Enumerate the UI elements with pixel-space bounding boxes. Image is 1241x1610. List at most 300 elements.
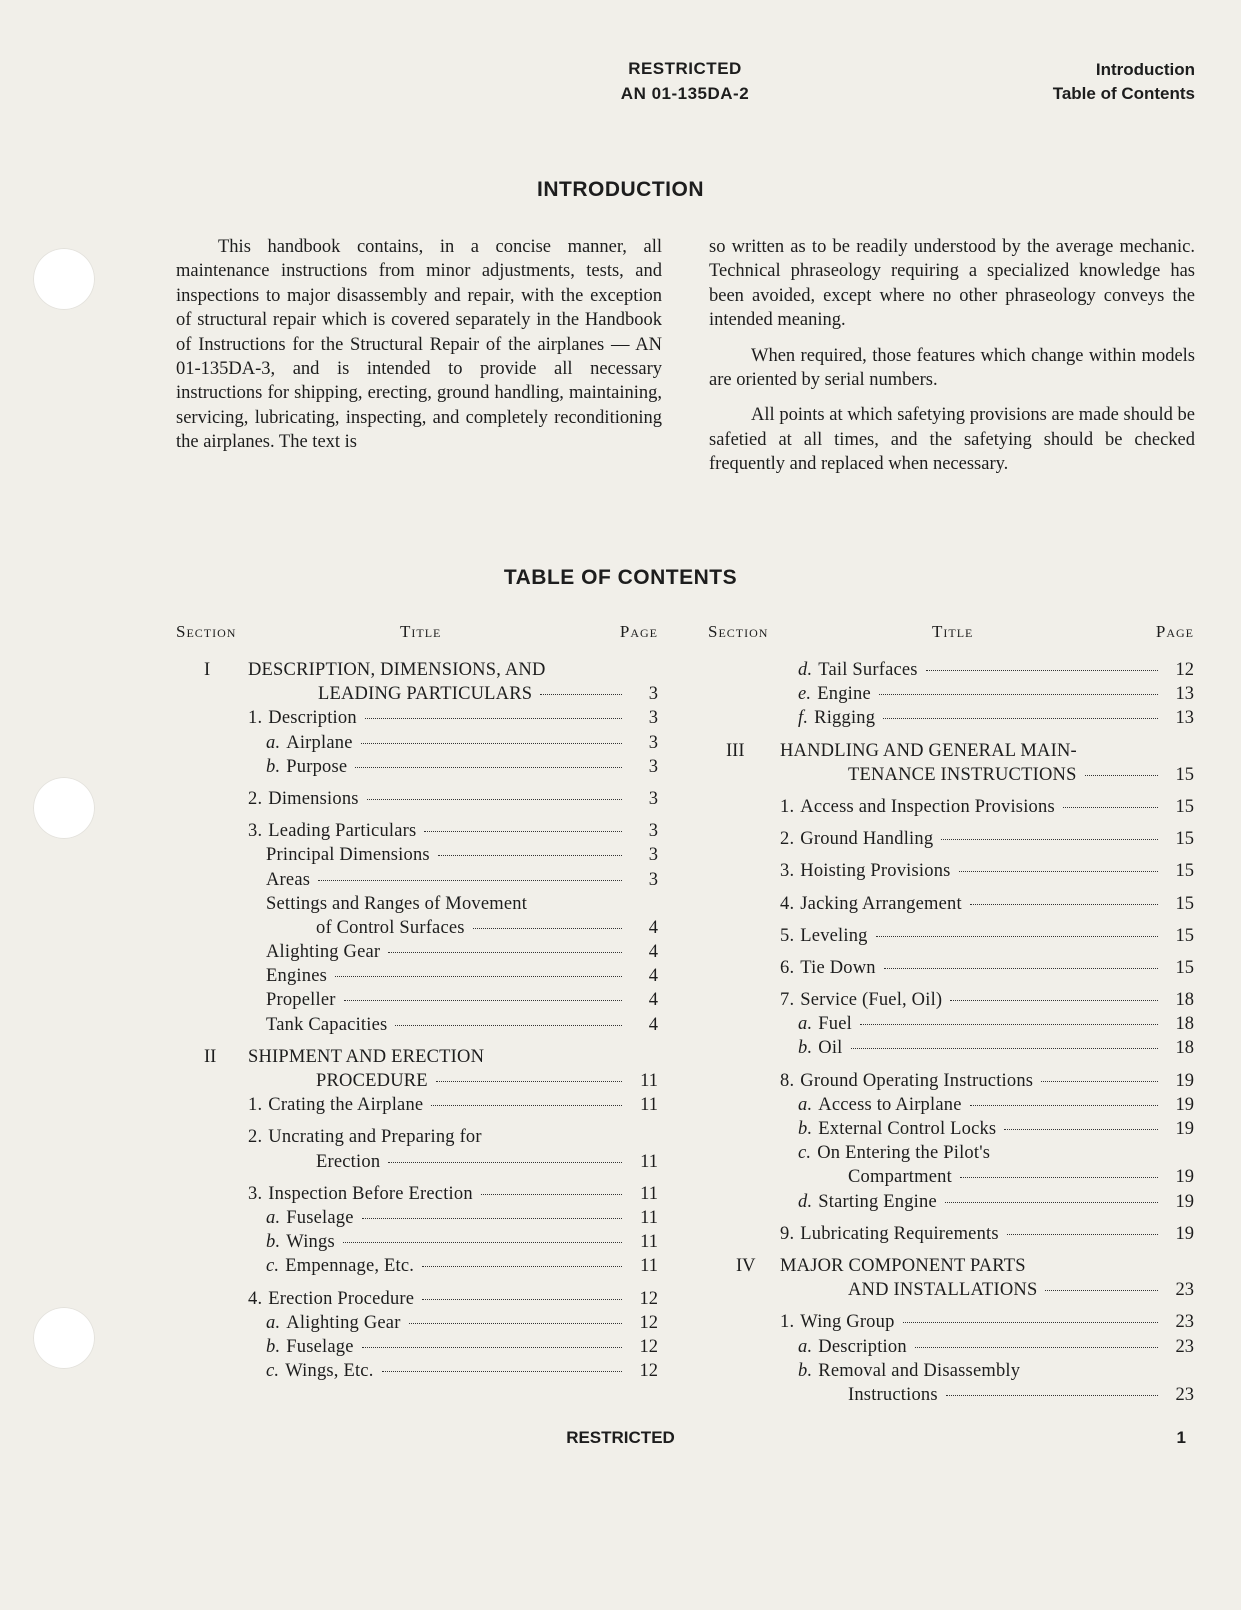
toc-page-number: 23 [1175, 1384, 1194, 1405]
toc-entry-number: 9. [780, 1223, 795, 1244]
toc-left-column [176, 622, 658, 1412]
toc-entry-number: 2. [248, 1127, 263, 1148]
toc-entry [708, 1278, 1194, 1302]
toc-entry-label: Engine [817, 684, 871, 705]
header-classification: RESTRICTED [628, 59, 742, 78]
toc-entry-number: d. [798, 1191, 813, 1212]
toc-entry-label: Tie Down [800, 957, 876, 978]
toc-entry-number: b. [266, 756, 281, 777]
toc-leader-dots [318, 880, 622, 881]
toc-page-number: 11 [640, 1232, 658, 1253]
toc-leader-dots [424, 831, 622, 832]
toc-entry-number: e. [798, 684, 812, 705]
toc-entry-number: 8. [780, 1070, 795, 1091]
toc-entry-label: On Entering the Pilot's [817, 1143, 991, 1164]
toc-entry-label: Ground Operating Instructions [800, 1070, 1034, 1091]
toc-entry [176, 843, 658, 867]
toc-entry-label: Leading Particulars [268, 821, 417, 842]
toc-page-number: 11 [640, 1207, 658, 1228]
toc-leader-dots [343, 1242, 622, 1243]
toc-page-number: 4 [648, 917, 658, 938]
toc-leader-dots [335, 976, 622, 977]
toc-entry-number: b. [798, 1119, 813, 1139]
header-doc-number: AN 01-135DA-2 [620, 84, 750, 103]
toc-leader-dots [395, 1025, 622, 1026]
toc-leader-dots [1007, 1234, 1158, 1235]
toc-entry-title [798, 1359, 1020, 1383]
toc-page-number: 12 [639, 1288, 658, 1309]
toc-entry [708, 956, 1194, 980]
footer-classification: RESTRICTED [566, 1428, 675, 1447]
toc-entry-label: Hoisting Provisions [800, 861, 951, 882]
toc-entry-label: Access and Inspection Provisions [800, 796, 1055, 817]
toc-leader-dots [941, 839, 1158, 840]
toc-page-number: 15 [1175, 893, 1194, 914]
toc-entry-label: Areas [266, 869, 311, 890]
toc-col-section-header: Section [176, 622, 237, 641]
header-right [935, 58, 1195, 106]
toc-right-column [708, 622, 1194, 1412]
toc-entry-number: 2. [248, 788, 263, 809]
toc-leader-dots [1085, 775, 1158, 776]
toc-entry-label: Erection [316, 1151, 381, 1172]
toc-leader-dots [355, 767, 622, 768]
toc-entry-number: 3. [248, 1183, 263, 1204]
toc-entry-title [780, 956, 876, 980]
toc-entry-title [848, 1278, 1037, 1302]
toc-entry-number: 1. [248, 1095, 263, 1116]
toc-entry-label: Lubricating Requirements [800, 1223, 999, 1244]
toc-entry-label: Wing Group [800, 1312, 895, 1333]
toc-entry [708, 1069, 1194, 1093]
toc-page-number: 4 [648, 990, 658, 1011]
toc-page-number: 23 [1175, 1280, 1194, 1301]
toc-entry-title [848, 763, 1077, 787]
toc-page-number: 11 [640, 1183, 658, 1204]
toc-entry-title [780, 892, 962, 916]
toc-page-number: 3 [648, 708, 658, 729]
toc-entry-title [780, 1069, 1033, 1093]
toc-entry-title [248, 706, 357, 730]
toc-page-number: 13 [1175, 708, 1194, 729]
toc-entry-number: c. [266, 1361, 280, 1382]
toc-entry-label: Fuselage [286, 1336, 354, 1357]
introduction-paragraph: This handbook contains, in a concise manner, all maintenance instructions from minor adjustments, tests, and inspections to major disassembly and repair, with the exception of structural repair which is covered separately in the Handbook of Instructions for the Structural Repair of the airplanes — AN 01-135DA-3, and is intended to provide all necessary instructions for shipping, erecting, ground handling, maintaining, servicing, lubricating, inspecting, and completely reconditioning the airplanes. The text is [176, 237, 662, 453]
toc-leader-dots [883, 718, 1158, 719]
toc-leader-dots [438, 855, 622, 856]
toc-page-number: 11 [640, 1256, 658, 1277]
toc-leader-dots [851, 1048, 1158, 1049]
toc-leader-dots [473, 928, 622, 929]
toc-entry [708, 1359, 1194, 1383]
toc-entry-title [248, 1182, 473, 1206]
toc-entry-title [798, 1036, 843, 1060]
toc-entry-title [248, 1093, 423, 1117]
toc-entry-number: b. [266, 1336, 281, 1357]
toc-entry-title [780, 1254, 1026, 1278]
toc-entry [708, 1012, 1194, 1036]
toc-entry-title [780, 924, 868, 948]
toc-leader-dots [879, 694, 1158, 695]
toc-entry-title [780, 988, 942, 1012]
toc-leader-dots [946, 1395, 1158, 1396]
toc-leader-dots [945, 1202, 1158, 1203]
toc-entry [176, 1069, 658, 1093]
toc-page-number: 19 [1175, 1094, 1194, 1115]
toc-entry-title [248, 819, 416, 843]
toc-page-number: 11 [640, 1151, 658, 1172]
toc-entry-label: Crating the Airplane [268, 1095, 424, 1116]
toc-page-number: 11 [640, 1071, 658, 1091]
toc-entry-title [266, 940, 380, 964]
toc-entry-title [798, 1335, 907, 1359]
introduction-paragraph: All points at which safetying provisions are made should be safetied at all times, and the safetying should be checked frequently and replaced when necessary. [709, 405, 1195, 475]
toc-entry-label: PROCEDURE [316, 1071, 428, 1091]
toc-entry [708, 739, 1194, 763]
toc-section-numeral: I [204, 660, 211, 680]
toc-entry [176, 1045, 658, 1069]
toc-entry-label: Settings and Ranges of Movement [266, 893, 528, 914]
toc-leader-dots [382, 1371, 622, 1372]
toc-entry-title [798, 1190, 937, 1214]
toc-entry [708, 763, 1194, 787]
toc-section-numeral: IV [736, 1255, 756, 1276]
toc-entry-label: Instructions [848, 1384, 938, 1405]
toc-entry-number: 3. [780, 861, 795, 882]
introduction-left-column [176, 235, 662, 466]
toc-entry-label: Purpose [286, 756, 348, 777]
toc-page-number: 18 [1175, 1014, 1194, 1035]
toc-entry-label: DESCRIPTION, DIMENSIONS, AND [248, 660, 546, 680]
toc-entry-number: a. [266, 732, 281, 753]
toc-entry-number: 4. [780, 893, 795, 914]
toc-leader-dots [422, 1266, 622, 1267]
toc-entry-label: Alighting Gear [266, 942, 381, 963]
toc-entry [708, 892, 1194, 916]
toc-entry-number: 7. [780, 990, 795, 1011]
toc-entry [176, 731, 658, 755]
toc-entry-title [798, 1093, 962, 1117]
toc-page-number: 23 [1175, 1312, 1194, 1333]
toc-page-number: 12 [1175, 660, 1194, 680]
introduction-paragraph: When required, those features which change within models are oriented by serial numbers. [709, 345, 1195, 391]
toc-leader-dots [1045, 1290, 1158, 1291]
toc-entry-label: TENANCE INSTRUCTIONS [848, 764, 1077, 785]
toc-entry-number: 3. [248, 821, 263, 842]
toc-entry [708, 682, 1194, 706]
toc-entry [176, 1150, 658, 1174]
toc-entry-label: Airplane [286, 732, 353, 753]
toc-page-number: 18 [1175, 1038, 1194, 1059]
toc-entry-title [848, 1383, 938, 1407]
toc-entry [176, 1254, 658, 1278]
toc-page-number: 15 [1175, 861, 1194, 882]
toc-entry [708, 1165, 1194, 1189]
toc-entry-title [266, 964, 327, 988]
toc-page-number: 19 [1175, 1070, 1194, 1091]
toc-leader-dots [540, 694, 622, 695]
toc-entry-title [798, 1141, 990, 1165]
toc-entry-label: Inspection Before Erection [268, 1183, 473, 1204]
toc-entry-number: d. [798, 660, 813, 680]
toc-page-number: 15 [1175, 925, 1194, 946]
toc-entry-title [248, 1287, 414, 1311]
toc-entry-title [798, 682, 871, 706]
toc-entry-number: b. [798, 1360, 813, 1381]
toc-entry [176, 916, 658, 940]
toc-entry-title [316, 1150, 380, 1174]
toc-entry [708, 924, 1194, 948]
toc-leader-dots [362, 1218, 622, 1219]
toc-entry [708, 859, 1194, 883]
toc-entry-title [266, 1311, 401, 1335]
toc-entry-label: Propeller [266, 990, 336, 1011]
toc-entry-label: Tank Capacities [266, 1014, 388, 1035]
toc-entry-title [266, 868, 310, 892]
toc-entry-label: Wings [286, 1232, 335, 1253]
toc-page-number: 3 [648, 756, 658, 777]
toc-entry-label: Empennage, Etc. [285, 1256, 415, 1277]
toc-entry [708, 988, 1194, 1012]
toc-entry [708, 1036, 1194, 1060]
toc-leader-dots [388, 952, 622, 953]
toc-entry-title [798, 1117, 996, 1141]
toc-leader-dots [970, 1105, 1158, 1106]
toc-entry-number: 1. [780, 796, 795, 817]
toc-page-number: 15 [1175, 957, 1194, 978]
toc-entry-title [848, 1165, 952, 1189]
toc-page-number: 4 [648, 942, 658, 963]
toc-right-list [708, 658, 1194, 1407]
toc-entry-number: a. [798, 1014, 813, 1035]
toc-col-page-header: Page [619, 622, 658, 641]
toc-entry-label: of Control Surfaces [316, 917, 465, 938]
toc-leader-dots [960, 1177, 1158, 1178]
toc-section-numeral: II [204, 1046, 217, 1067]
binder-hole-bottom [33, 1307, 95, 1369]
toc-entry-title [266, 1230, 335, 1254]
toc-entry-title [780, 1310, 895, 1334]
toc-entry-title [248, 787, 359, 811]
toc-entry-number: 5. [780, 925, 795, 946]
toc-entry-title [266, 1206, 354, 1230]
toc-page-number: 3 [648, 869, 658, 890]
toc-entry-label: Description [818, 1336, 907, 1357]
header-center [560, 56, 810, 106]
toc-entry-title [266, 1335, 354, 1359]
toc-entry-number: 1. [248, 708, 263, 729]
toc-page-number: 15 [1175, 829, 1194, 850]
toc-entry [708, 1335, 1194, 1359]
toc-entry-title [266, 1013, 387, 1037]
toc-entry-title [798, 1012, 852, 1036]
toc-leader-dots [362, 1347, 622, 1348]
binder-hole-top [33, 248, 95, 310]
toc-entry [176, 787, 658, 811]
toc-entry [176, 940, 658, 964]
toc-entry-title [316, 916, 465, 940]
toc-entry-number: a. [798, 1336, 813, 1357]
toc-entry [176, 868, 658, 892]
toc-entry [708, 1093, 1194, 1117]
toc-entry-title [316, 1069, 428, 1093]
toc-leader-dots [422, 1299, 622, 1300]
toc-entry-number: 2. [780, 829, 795, 850]
toc-entry [708, 795, 1194, 819]
toc-leader-dots [915, 1347, 1158, 1348]
toc-page-number: 13 [1175, 684, 1194, 705]
toc-entry-title [780, 1222, 999, 1246]
toc-leader-dots [1063, 807, 1158, 808]
toc-entry [176, 1093, 658, 1117]
toc-entry-label: SHIPMENT AND ERECTION [248, 1046, 485, 1067]
toc-entry [176, 1182, 658, 1206]
toc-entry-label: MAJOR COMPONENT PARTS [780, 1255, 1026, 1276]
toc-entry [708, 1383, 1194, 1407]
toc-entry-title [798, 706, 875, 730]
toc-entry-number: c. [798, 1143, 812, 1164]
toc-page-number: 3 [648, 845, 658, 866]
toc-entry-title [248, 1045, 484, 1069]
toc-entry [708, 1254, 1194, 1278]
toc-entry-title [266, 1359, 374, 1383]
toc-leader-dots [344, 1000, 622, 1001]
toc-leader-dots [950, 1000, 1158, 1001]
toc-entry-label: AND INSTALLATIONS [848, 1280, 1038, 1301]
toc-entry-label: Rigging [814, 708, 876, 729]
toc-leader-dots [1004, 1129, 1158, 1130]
toc-left-list [176, 658, 658, 1383]
toc-page-number: 3 [648, 732, 658, 753]
toc-page-number: 19 [1175, 1119, 1194, 1139]
toc-entry-label: Ground Handling [800, 829, 934, 850]
toc-entry-label: Fuselage [286, 1207, 354, 1228]
toc-page-number: 4 [648, 966, 658, 987]
toc-entry-label: Tail Surfaces [818, 660, 918, 680]
toc-entry [176, 1287, 658, 1311]
toc-entry-title [248, 658, 546, 682]
toc-entry-number: c. [266, 1256, 280, 1277]
toc-page-number: 12 [639, 1336, 658, 1357]
toc-entry-title [780, 795, 1055, 819]
toc-page-number: 19 [1175, 1191, 1194, 1212]
toc-entry-title [780, 827, 933, 851]
header-subsection-label: Table of Contents [1052, 84, 1195, 103]
toc-leader-dots [876, 936, 1158, 937]
toc-entry-label: Compartment [848, 1167, 952, 1188]
toc-page-number: 3 [648, 821, 658, 842]
toc-entry-label: Service (Fuel, Oil) [800, 990, 943, 1011]
toc-leader-dots [436, 1081, 622, 1082]
toc-page-number: 3 [648, 684, 658, 705]
toc-page-number: 11 [640, 1095, 658, 1116]
toc-entry-title [248, 1125, 482, 1149]
toc-entry [176, 755, 658, 779]
toc-page-number: 15 [1175, 796, 1194, 817]
toc-leader-dots [409, 1323, 622, 1324]
toc-section-numeral: III [726, 740, 745, 761]
toc-heading: TABLE OF CONTENTS [503, 566, 738, 589]
toc-entry-label: Fuel [818, 1014, 852, 1035]
toc-page-number: 3 [648, 788, 658, 809]
toc-page-number: 23 [1175, 1336, 1194, 1357]
binder-hole-middle [33, 777, 95, 839]
toc-entry-number: 4. [248, 1288, 263, 1309]
toc-entry-title [266, 731, 353, 755]
toc-entry-label: Principal Dimensions [266, 845, 430, 866]
toc-entry-title [266, 892, 527, 916]
toc-entry-title [798, 658, 918, 682]
toc-entry-number: 1. [780, 1312, 795, 1333]
toc-leader-dots [431, 1105, 622, 1106]
toc-page-number: 19 [1175, 1167, 1194, 1188]
toc-entry [176, 658, 658, 682]
toc-entry [708, 658, 1194, 682]
toc-page-number: 12 [639, 1361, 658, 1382]
toc-entry-title [318, 682, 532, 706]
toc-entry-label: Uncrating and Preparing for [268, 1127, 482, 1148]
toc-entry [708, 706, 1194, 730]
toc-entry-label: Leveling [800, 925, 868, 946]
toc-entry-number: f. [798, 708, 809, 729]
toc-col-title-header: Title [400, 622, 442, 641]
toc-entry [708, 1190, 1194, 1214]
toc-entry-label: Oil [818, 1038, 843, 1059]
toc-entry-label: Access to Airplane [818, 1094, 962, 1115]
toc-entry [708, 1310, 1194, 1334]
toc-entry [176, 819, 658, 843]
toc-entry [176, 1359, 658, 1383]
toc-entry-label: Removal and Disassembly [818, 1360, 1021, 1381]
introduction-heading: INTRODUCTION [537, 178, 704, 201]
toc-col-section-header: Section [708, 622, 769, 641]
toc-entry-label: LEADING PARTICULARS [318, 684, 533, 705]
toc-entry [176, 1230, 658, 1254]
toc-entry-label: Alighting Gear [286, 1312, 401, 1333]
toc-entry [708, 827, 1194, 851]
toc-entry [176, 964, 658, 988]
toc-entry-label: Starting Engine [818, 1191, 937, 1212]
introduction-paragraph: so written as to be readily understood by the average mechanic. Technical phraseology requiring a specialized knowledge has been avoided, except where no other phraseology conveys the intended meaning. [709, 237, 1195, 331]
toc-entry [708, 1222, 1194, 1246]
toc-leader-dots [365, 718, 622, 719]
toc-entry-label: Engines [266, 966, 328, 987]
toc-page-number: 12 [639, 1312, 658, 1333]
toc-entry [708, 1141, 1194, 1165]
toc-leader-dots [959, 871, 1158, 872]
toc-col-page-header: Page [1155, 622, 1194, 641]
toc-entry-title [266, 843, 430, 867]
toc-entry-label: Dimensions [268, 788, 359, 809]
toc-entry [176, 706, 658, 730]
toc-entry-title [266, 755, 347, 779]
header-section-label: Introduction [1095, 60, 1195, 79]
toc-leader-dots [884, 968, 1158, 969]
toc-entry [708, 1117, 1194, 1141]
toc-entry-number: a. [266, 1207, 281, 1228]
toc-leader-dots [1041, 1081, 1158, 1082]
toc-entry-label: Wings, Etc. [285, 1361, 374, 1382]
introduction-right-column [709, 235, 1195, 488]
toc-entry-label: HANDLING AND GENERAL MAIN- [780, 740, 1077, 761]
toc-entry [176, 892, 658, 916]
toc-entry-title [780, 859, 951, 883]
toc-leader-dots [367, 799, 622, 800]
toc-leader-dots [926, 670, 1158, 671]
toc-entry-title [266, 1254, 414, 1278]
toc-col-title-header: Title [932, 622, 974, 641]
toc-page-number: 4 [648, 1014, 658, 1035]
